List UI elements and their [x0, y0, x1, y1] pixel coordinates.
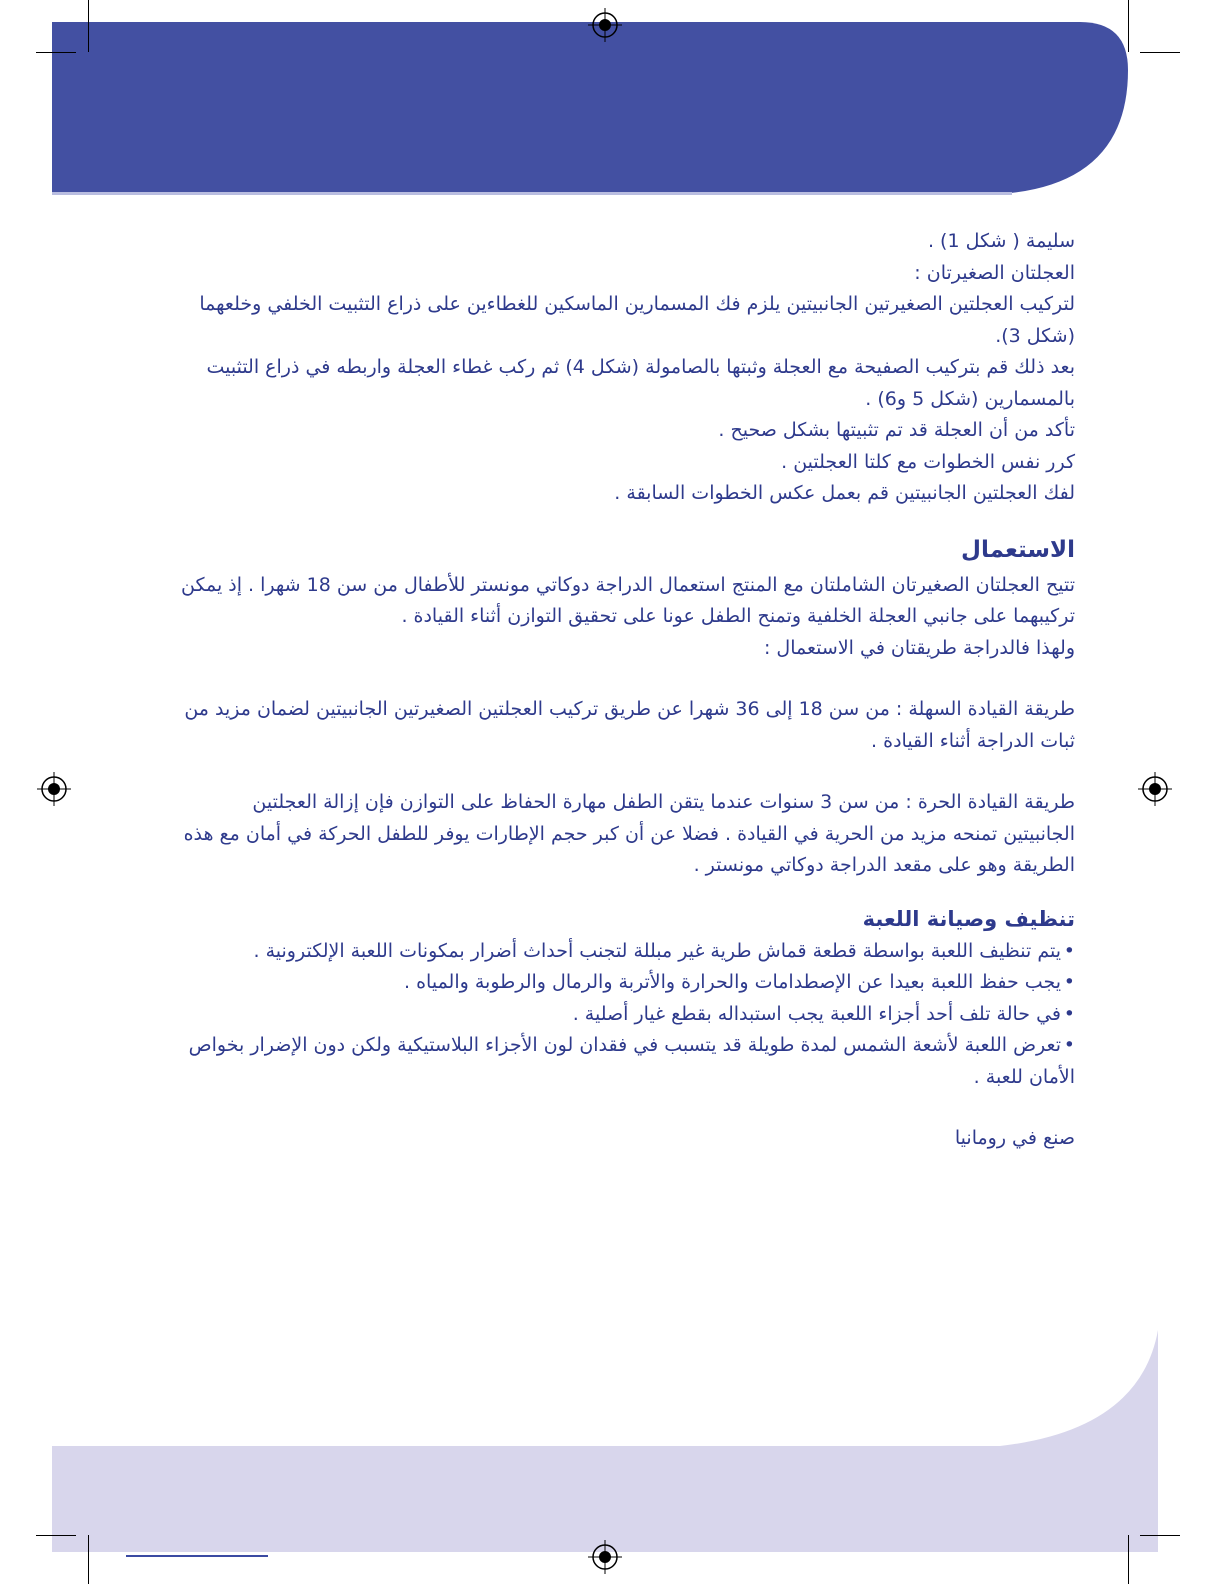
maintenance-item-text: يتم تنظيف اللعبة بواسطة قطعة قماش طرية غير مبللة لتجنب أحداث أضرار بمكونات اللعبة الإلكترونية . [253, 939, 1061, 962]
footer-band-shape [52, 1330, 1158, 1552]
maintenance-item-text: في حالة تلف أحد أجزاء اللعبة يجب استبداله بقطع غيار أصلية . [572, 1002, 1061, 1025]
usage-intro-2: ولهذا فالدراجة طريقتان في الاستعمال : [763, 636, 1075, 659]
assembly-line: لفك العجلتين الجانبيتين قم بعمل عكس الخطوات السابقة . [614, 482, 1075, 504]
maintenance-item-text: يجب حفظ اللعبة بعيدا عن الإصطدامات والحرارة والأتربة والرمال والرطوبة والمياه . [404, 971, 1061, 993]
header-band-shape [52, 22, 1128, 194]
usage-section [130, 530, 1075, 882]
easy-mode-paragraph: طريقة القيادة السهلة : من سن 18 إلى 36 شهرا عن طريق تركيب العجلتين الصغيرتين الجانبيتين لضمان مزيد من ثبات الدراجة أثناء القيادة . [184, 698, 1075, 752]
assembly-line: سليمة ( شكل 1) . [927, 230, 1075, 252]
bullet-icon: • [1063, 1002, 1075, 1025]
list-item [140, 936, 1075, 968]
assembly-line: تأكد من أن العجلة قد تم تثبيتها بشكل صحيح . [718, 419, 1075, 441]
list-item [140, 967, 1075, 999]
crop-mark [1128, 0, 1129, 52]
maintenance-heading: تنظيف وصيانة اللعبة [862, 906, 1075, 931]
assembly-line: بعد ذلك قم بتركيب الصفيحة مع العجلة وثبتها بالصامولة (شكل 4) ثم ركب غطاء العجلة واربطه في ذراع التثبيت بالمسمارين (شكل 5 و6) . [206, 356, 1075, 410]
crop-mark [88, 1535, 89, 1584]
bullet-icon: • [1063, 1034, 1075, 1056]
crop-mark [88, 0, 89, 52]
footer-rule [126, 1555, 268, 1557]
list-item [140, 1030, 1075, 1093]
list-item [140, 999, 1075, 1031]
free-mode-paragraph: طريقة القيادة الحرة : من سن 3 سنوات عندما يتقن الطفل مهارة الحفاظ على التوازن فإن إزالة العجلتين الجانبيتين تمنحه مزيد من الحرية في القيادة . فضلا عن أن كبر حجم الإطارات يوفر للطفل الحركة في أمان مع هذه الطريقة وهو على مقعد الدراجة دوكاتي مونستر . [183, 791, 1075, 876]
registration-mark-bottom [588, 1540, 622, 1574]
registration-mark-right [1138, 772, 1172, 806]
assembly-line: كرر نفس الخطوات مع كلتا العجلتين . [781, 450, 1075, 473]
crop-mark [1140, 1535, 1180, 1536]
maintenance-section [130, 902, 1075, 1094]
made-in-label: صنع في رومانيا [954, 1127, 1075, 1149]
crop-mark [36, 52, 76, 53]
crop-mark [36, 1535, 76, 1536]
usage-intro: تتيح العجلتان الصغيرتان الشاملتان مع المنتج استعمال الدراجة دوكاتي مونستر للأطفال من سن 18 شهرا . إذ يمكن تركيبهما على جانبي العجلة الخلفية وتمنح الطفل عونا على تحقيق التوازن أثناء القيادة . [181, 573, 1075, 627]
header-band-underline [52, 192, 1012, 195]
crop-mark [1128, 1535, 1129, 1584]
registration-mark-left [37, 772, 71, 806]
assembly-line: لتركيب العجلتين الصغيرتين الجانبيتين يلزم فك المسمارين الماسكين للغطاءين على ذراع التثبيت الخلفي وخلعهما (شكل 3). [199, 293, 1075, 347]
bullet-icon: • [1063, 971, 1075, 993]
registration-mark-top [588, 8, 622, 42]
assembly-section [130, 226, 1075, 510]
maintenance-item-text: تعرض اللعبة لأشعة الشمس لمدة طويلة قد يتسبب في فقدان لون الأجزاء البلاستيكية ولكن دون الإضرار بخواص الأمان للعبة . [188, 1034, 1075, 1088]
document-body [130, 226, 1075, 1155]
bullet-icon: • [1063, 939, 1075, 962]
crop-mark [1140, 52, 1180, 53]
usage-heading: الاستعمال [960, 536, 1075, 563]
maintenance-list [130, 936, 1075, 1094]
side-wheels-subheading: العجلتان الصغيرتان : [914, 261, 1075, 284]
